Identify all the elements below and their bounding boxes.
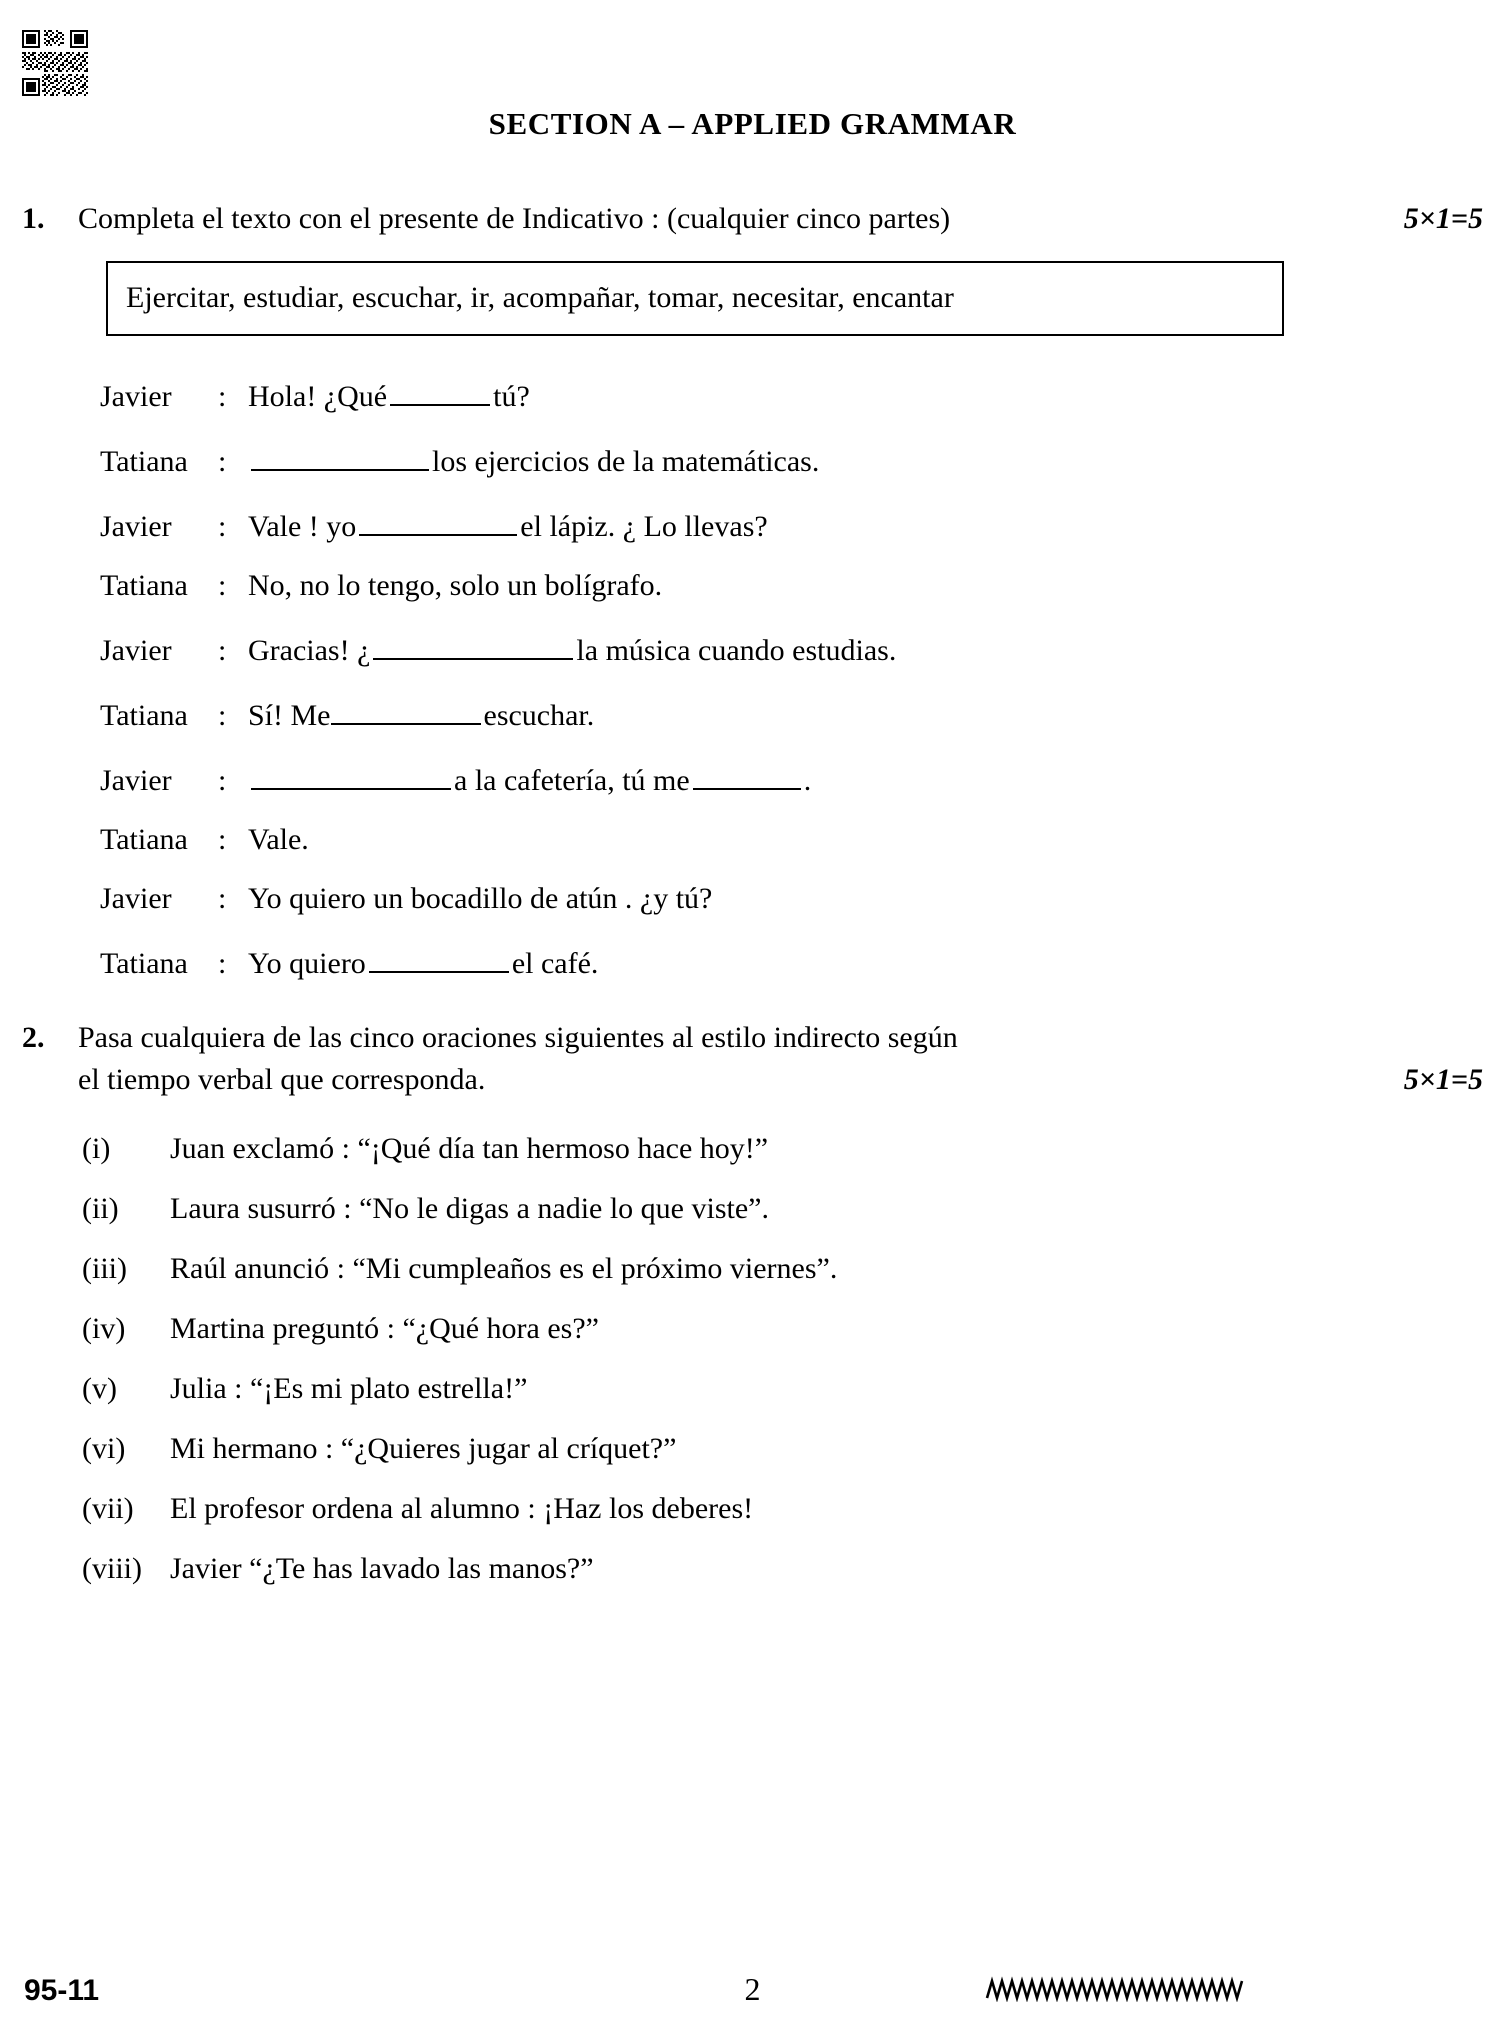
dialogue-list bbox=[0, 374, 1505, 981]
answer-blank[interactable] bbox=[390, 374, 490, 406]
dialogue-text bbox=[248, 941, 1505, 981]
dialogue-text: No, no lo tengo, solo un bolígrafo. bbox=[248, 568, 663, 602]
dialogue-colon: : bbox=[218, 822, 227, 856]
dialogue-colon: : bbox=[218, 509, 227, 543]
list-item-text: Raúl anunció : “Mi cumpleaños es el próximo viernes”. bbox=[170, 1251, 838, 1285]
dialogue-text-after: la música cuando estudias. bbox=[576, 633, 897, 667]
dialogue-text bbox=[248, 693, 1505, 733]
dialogue-text bbox=[248, 439, 1505, 479]
list-item-number: (ii) bbox=[82, 1191, 119, 1225]
list-item-text: Julia : “¡Es mi plato estrella!” bbox=[170, 1371, 528, 1405]
dialogue-colon: : bbox=[218, 379, 227, 413]
list-item bbox=[82, 1492, 1505, 1526]
dialogue-colon: : bbox=[218, 881, 227, 915]
dialogue-text bbox=[248, 628, 1505, 668]
exam-content bbox=[0, 198, 1505, 1612]
section-title: SECTION A – APPLIED GRAMMAR bbox=[488, 106, 1017, 141]
list-item bbox=[82, 1372, 1505, 1406]
dialogue-text-before: Vale ! yo bbox=[248, 509, 357, 543]
dialogue-speaker: Tatiana bbox=[100, 822, 188, 856]
zigzag-squiggle-icon bbox=[985, 1976, 1247, 2002]
dialogue-colon: : bbox=[218, 568, 227, 602]
dialogue-line bbox=[100, 882, 1505, 916]
dialogue-text-after: los ejercicios de la matemáticas. bbox=[432, 444, 820, 478]
dialogue-text-before: Gracias! ¿ bbox=[248, 633, 371, 667]
dialogue-text bbox=[248, 504, 1505, 544]
dialogue-colon: : bbox=[218, 444, 227, 478]
answer-blank[interactable] bbox=[693, 758, 801, 790]
dialogue-text bbox=[248, 758, 1505, 798]
dialogue-text-after: el lápiz. ¿ Lo llevas? bbox=[520, 509, 768, 543]
answer-blank[interactable] bbox=[373, 628, 573, 660]
list-item-text: Juan exclamó : “¡Qué día tan hermoso hace hoy!” bbox=[170, 1131, 769, 1165]
dialogue-line bbox=[100, 569, 1505, 603]
dialogue-line bbox=[100, 504, 1505, 544]
answer-blank[interactable] bbox=[331, 693, 481, 725]
dialogue-line bbox=[100, 374, 1505, 414]
list-item-number: (v) bbox=[82, 1371, 117, 1405]
list-item bbox=[82, 1432, 1505, 1466]
dialogue-text-after: tú? bbox=[493, 379, 530, 413]
list-item-number: (i) bbox=[82, 1131, 111, 1165]
dialogue-text-after: el café. bbox=[511, 946, 599, 980]
dialogue-line bbox=[100, 758, 1505, 798]
dialogue-text-before: Yo quiero bbox=[248, 946, 366, 980]
dialogue-colon: : bbox=[218, 946, 227, 980]
dialogue-speaker: Javier bbox=[100, 509, 172, 543]
list-item-number: (vii) bbox=[82, 1491, 134, 1525]
question-2-prompt-line-1: Pasa cualquiera de las cinco oraciones siguientes al estilo indirecto según bbox=[78, 1020, 958, 1054]
dialogue-text-before: Sí! Me bbox=[248, 698, 331, 732]
list-item bbox=[82, 1552, 1505, 1586]
qr-code-icon bbox=[22, 30, 88, 96]
dialogue-speaker: Tatiana bbox=[100, 698, 188, 732]
dialogue-text bbox=[248, 374, 1505, 414]
dialogue-text: Yo quiero un bocadillo de atún . ¿y tú? bbox=[248, 881, 713, 915]
dialogue-colon: : bbox=[218, 633, 227, 667]
question-1-prompt-row bbox=[78, 198, 1483, 241]
list-item-number: (iv) bbox=[82, 1311, 126, 1345]
answer-blank[interactable] bbox=[251, 439, 429, 471]
list-item-text: Martina preguntó : “¿Qué hora es?” bbox=[170, 1311, 599, 1345]
dialogue-line bbox=[100, 823, 1505, 857]
answer-blank[interactable] bbox=[251, 758, 451, 790]
paper-code: 95-11 bbox=[24, 1974, 100, 2007]
page-number: 2 bbox=[744, 1971, 761, 2007]
list-item-number: (viii) bbox=[82, 1551, 142, 1585]
list-item bbox=[82, 1312, 1505, 1346]
list-item-number: (vi) bbox=[82, 1431, 126, 1465]
answer-blank[interactable] bbox=[369, 941, 509, 973]
dialogue-speaker: Tatiana bbox=[100, 444, 188, 478]
dialogue-text-after: a la cafetería, tú me bbox=[454, 763, 690, 797]
dialogue-colon: : bbox=[218, 763, 227, 797]
answer-blank[interactable] bbox=[359, 504, 517, 536]
dialogue-speaker: Javier bbox=[100, 379, 172, 413]
list-item-text: El profesor ordena al alumno : ¡Haz los deberes! bbox=[170, 1491, 754, 1525]
dialogue-text-after-2: . bbox=[803, 763, 812, 797]
dialogue-speaker: Tatiana bbox=[100, 946, 188, 980]
dialogue-line bbox=[100, 439, 1505, 479]
list-item bbox=[82, 1252, 1505, 1286]
dialogue-speaker: Javier bbox=[100, 633, 172, 667]
dialogue-speaker: Javier bbox=[100, 763, 172, 797]
question-1-number: 1. bbox=[22, 202, 45, 235]
question-2-prompt-line-2: el tiempo verbal que corresponda. bbox=[78, 1063, 486, 1097]
word-bank-box: Ejercitar, estudiar, escuchar, ir, acompañar, tomar, necesitar, encantar bbox=[106, 261, 1284, 336]
question-1 bbox=[0, 198, 1505, 241]
list-item-number: (iii) bbox=[82, 1251, 127, 1285]
list-item bbox=[82, 1132, 1505, 1166]
question-2-items bbox=[0, 1132, 1505, 1586]
question-1-prompt: Completa el texto con el presente de Indicativo : (cualquier cinco partes) bbox=[78, 202, 951, 235]
question-2 bbox=[0, 1017, 1505, 1102]
list-item-text: Javier “¿Te has lavado las manos?” bbox=[170, 1551, 594, 1585]
dialogue-line bbox=[100, 693, 1505, 733]
question-2-prompt-line-2-row bbox=[78, 1059, 1483, 1102]
dialogue-line bbox=[100, 941, 1505, 981]
dialogue-text-after: escuchar. bbox=[483, 698, 595, 732]
dialogue-colon: : bbox=[218, 698, 227, 732]
list-item-text: Mi hermano : “¿Quieres jugar al críquet?” bbox=[170, 1431, 677, 1465]
list-item bbox=[82, 1192, 1505, 1226]
question-2-marks: 5×1=5 bbox=[1403, 1063, 1483, 1097]
dialogue-speaker: Tatiana bbox=[100, 568, 188, 602]
page-footer bbox=[0, 1962, 1505, 2008]
question-2-number: 2. bbox=[22, 1020, 45, 1054]
dialogue-speaker: Javier bbox=[100, 881, 172, 915]
dialogue-line bbox=[100, 628, 1505, 668]
list-item-text: Laura susurró : “No le digas a nadie lo que viste”. bbox=[170, 1191, 769, 1225]
dialogue-text: Vale. bbox=[248, 822, 309, 856]
dialogue-text-before: Hola! ¿Qué bbox=[248, 379, 388, 413]
question-1-marks: 5×1=5 bbox=[1403, 202, 1483, 235]
